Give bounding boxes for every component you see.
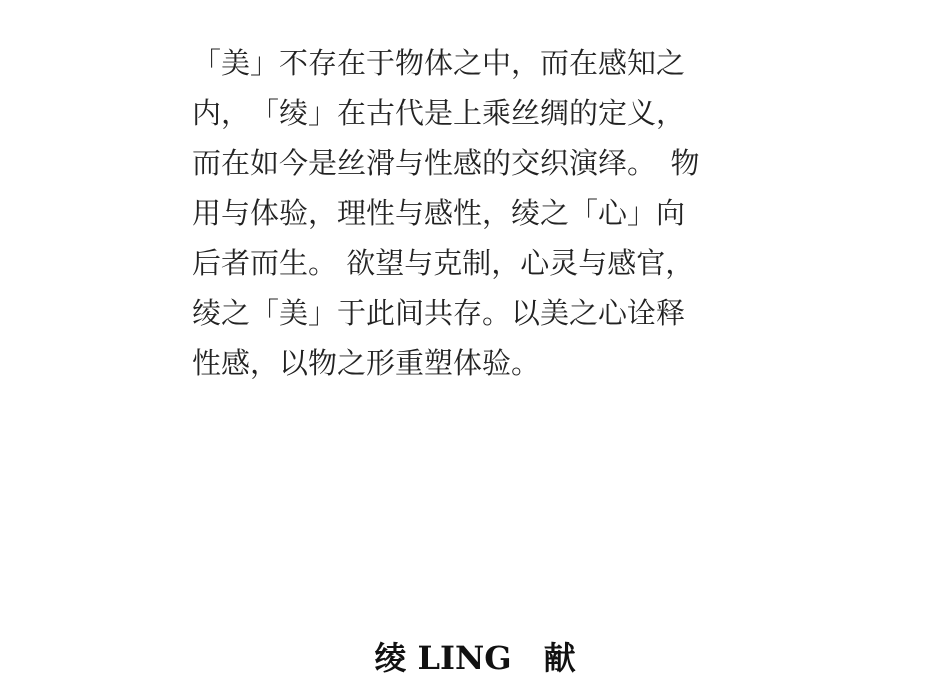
statement-line: 内， 「绫」在古代是上乘丝绸的定义， [192, 96, 686, 130]
statement-line: 性感，以物之形重塑体验。 [192, 346, 541, 380]
statement-line: 后者而生。 欲望与克制，心灵与感官， [192, 246, 695, 280]
statement-line: 用与体验，理性与感性，绫之「心」向 [192, 196, 686, 230]
brand-signature: 绫 LING 献 [374, 639, 576, 677]
brand-statement [192, 38, 762, 388]
statement-line: 绫之「美」于此间共存。以美之心诠释 [192, 296, 686, 330]
statement-line: 而在如今是丝滑与性感的交织演绎。 物 [192, 146, 700, 180]
statement-line: 「美」不存在于物体之中，而在感知之 [192, 46, 686, 80]
